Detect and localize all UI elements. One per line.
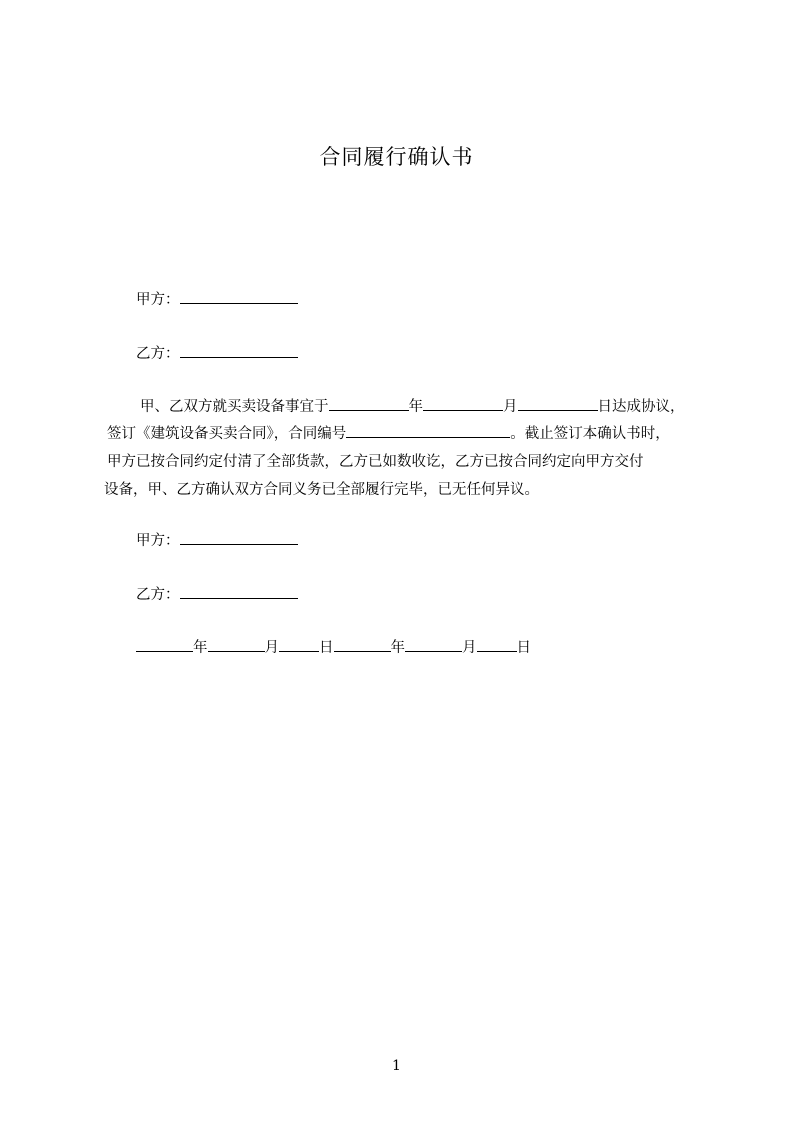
signature-party-a-line [136, 529, 298, 553]
paragraph-text-3: 甲方已按合同约定付清了全部货款，乙方已如数收讫，乙方已按合同约定向甲方交付 [107, 454, 644, 470]
paragraph-line-4 [104, 478, 539, 502]
agreement-day-blank [518, 396, 598, 411]
signature-party-b-blank [180, 584, 298, 599]
paragraph-text-1a: 甲、乙双方就买卖设备事宜于 [140, 399, 329, 415]
signature-party-a-label: 甲方： [136, 533, 180, 549]
signature-party-a-blank [180, 530, 298, 545]
date-day1-label: 日 [319, 640, 334, 656]
party-a-line [136, 288, 298, 312]
date-year2-blank [334, 637, 391, 652]
party-b-blank [180, 343, 298, 358]
signature-party-b-line [136, 583, 298, 607]
agreement-year-label: 年 [408, 399, 423, 415]
agreement-month-label: 月 [503, 399, 518, 415]
paragraph-text-1b: 日达成协议， [597, 399, 685, 415]
date-day2-blank [477, 637, 517, 652]
paragraph-text-4: 设备，甲、乙方确认双方合同义务已全部履行完毕，已无任何异议。 [104, 482, 539, 498]
party-a-label: 甲方： [136, 292, 180, 308]
date-day1-blank [279, 637, 319, 652]
paragraph-line-1 [140, 395, 685, 419]
date-month1-blank [208, 637, 265, 652]
party-a-blank [180, 289, 298, 304]
paragraph-line-3 [107, 450, 644, 474]
date-line [136, 636, 531, 660]
agreement-month-blank [423, 396, 503, 411]
date-year2-label: 年 [390, 640, 405, 656]
paragraph-text-2a: 签订《建筑设备买卖合同》，合同编号 [107, 426, 347, 442]
date-month1-label: 月 [264, 640, 279, 656]
date-year1-label: 年 [193, 640, 208, 656]
paragraph-line-2 [107, 422, 670, 446]
date-year1-blank [136, 637, 193, 652]
date-month2-label: 月 [462, 640, 477, 656]
date-month2-blank [405, 637, 462, 652]
contract-number-blank [346, 423, 510, 438]
party-b-line [136, 342, 298, 366]
signature-party-b-label: 乙方： [136, 587, 180, 603]
page-number: 1 [392, 1058, 401, 1074]
paragraph-text-2b: 。截止签订本确认书时， [510, 426, 670, 442]
agreement-year-blank [329, 396, 409, 411]
party-b-label: 乙方： [136, 346, 180, 362]
date-day2-label: 日 [516, 640, 531, 656]
document-title: 合同履行确认书 [319, 145, 474, 169]
